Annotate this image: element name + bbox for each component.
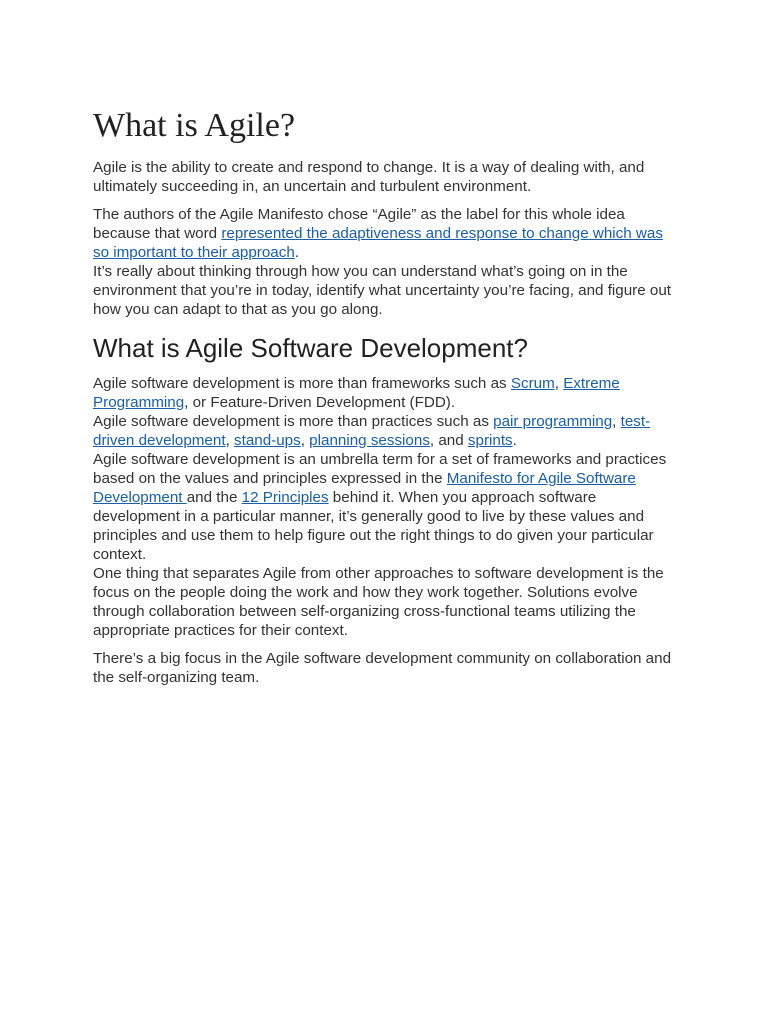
section-heading: What is Agile Software Development? [93,333,528,363]
article-body [93,106,683,696]
sprints-link[interactable]: sprints [467,432,513,449]
twelve-principles-link[interactable]: 12 Principles [241,489,329,506]
practices-paragraph: Agile software development is more than practices such as pair programming, test-driven development, stand-ups, planning sessions, and sprints. [93,413,651,449]
pair-programming-link[interactable]: pair programming [493,413,613,430]
adaptiveness-link[interactable]: represented the adaptiveness and response to change which was so important to their approach [93,225,663,261]
manifesto-text: The authors of the Agile Manifesto chose “Agile” as the label for this whole idea because that word [93,206,625,242]
people-focus-paragraph: One thing that separates Agile from other approaches to software development is the focus on the people doing the work and how they work together. Solutions evolve through collaboration between self-organizing cross-functional teams utilizing the appropriate practices for their context. [93,565,664,639]
manifesto-link[interactable]: Manifesto for Agile Software Development [93,470,636,506]
scrum-link[interactable]: Scrum [510,375,555,392]
umbrella-paragraph: Agile software development is an umbrella term for a set of frameworks and practices based on the values and principles expressed in the Manifesto for Agile Software Development and the 12 Principles behind it. When you approach software development in a particular manner, it’s generally good to live by these values and principles and use them to help figure out the right things to do given your particular context. [93,451,667,563]
manifesto-paragraph: The authors of the Agile Manifesto chose “Agile” as the label for this whole idea because that word represented the adaptiveness and response to change which was so important to their approach. [93,206,663,261]
frameworks-paragraph: Agile software development is more than frameworks such as Scrum, Extreme Programming, or Feature-Driven Development (FDD). [93,375,620,411]
thinking-paragraph: It’s really about thinking through how you can understand what’s going on in the environment that you’re in today, identify what uncertainty you’re facing, and figure out how you can adapt to that as you go along. [93,263,672,318]
extreme-programming-link[interactable]: Extreme Programming [93,375,620,411]
test-driven-development-link[interactable]: test-driven development [93,413,651,449]
collaboration-paragraph: There’s a big focus in the Agile software development community on collaboration and the self-organizing team. [93,650,672,686]
intro-paragraph: Agile is the ability to create and respond to change. It is a way of dealing with, and ultimately succeeding in, an uncertain and turbulent environment. [93,159,645,195]
planning-sessions-link[interactable]: planning sessions [309,432,430,449]
stand-ups-link[interactable]: stand-ups [234,432,301,449]
page-title: What is Agile? [93,107,296,144]
